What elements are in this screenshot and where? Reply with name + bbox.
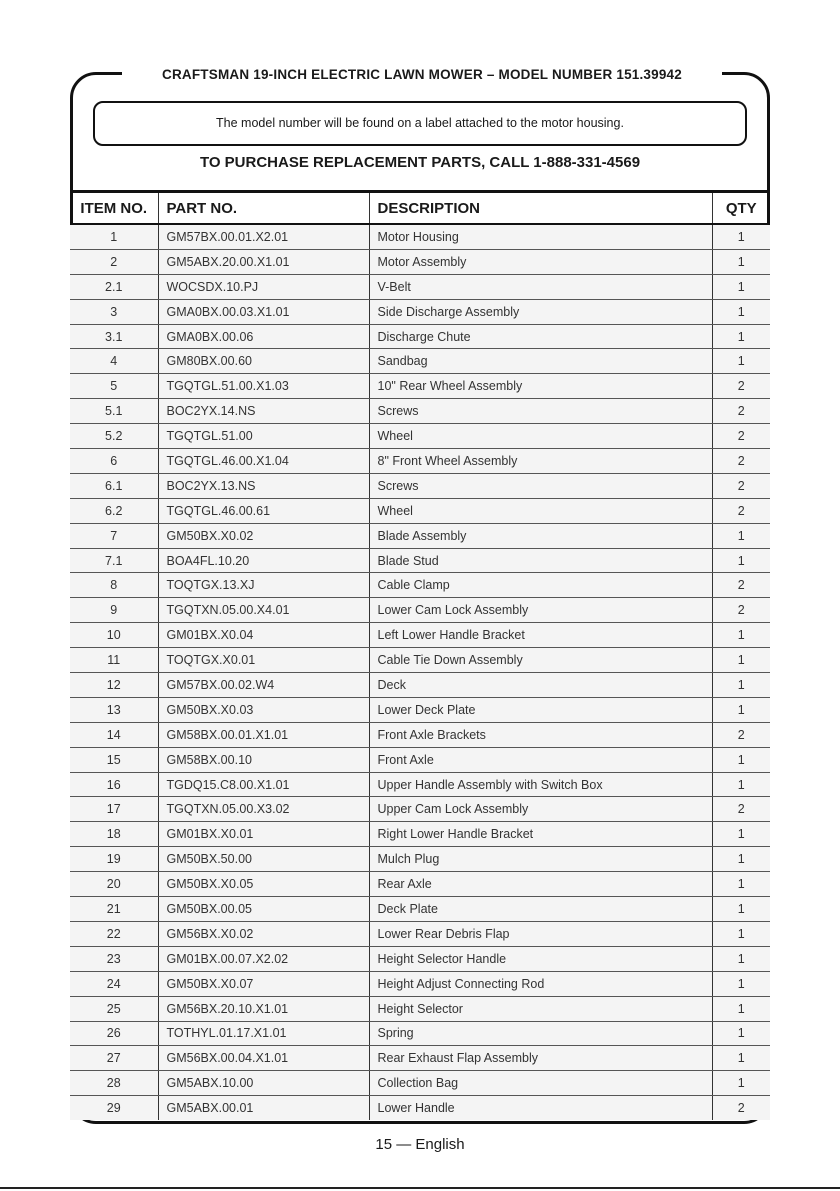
qty-cell: 1 (712, 697, 770, 722)
item-no-cell: 13 (70, 697, 158, 722)
qty-cell: 2 (712, 1096, 770, 1120)
part-no-cell: BOC2YX.13.NS (158, 473, 369, 498)
item-no-cell: 21 (70, 897, 158, 922)
table-row (70, 399, 770, 424)
column-header-part-no: PART NO. (158, 192, 369, 225)
parts-table (70, 190, 770, 1120)
table-row (70, 648, 770, 673)
column-header-qty: QTY (712, 192, 770, 225)
item-no-cell: 17 (70, 797, 158, 822)
item-no-cell: 24 (70, 971, 158, 996)
table-row (70, 697, 770, 722)
qty-cell: 2 (712, 473, 770, 498)
part-no-cell: GM50BX.00.05 (158, 897, 369, 922)
description-cell: Front Axle Brackets (369, 722, 712, 747)
qty-cell: 1 (712, 224, 770, 249)
item-no-cell: 5 (70, 374, 158, 399)
part-no-cell: BOC2YX.14.NS (158, 399, 369, 424)
qty-cell: 2 (712, 498, 770, 523)
qty-cell: 2 (712, 573, 770, 598)
description-cell: Lower Handle (369, 1096, 712, 1120)
description-cell: 10" Rear Wheel Assembly (369, 374, 712, 399)
table-row (70, 548, 770, 573)
part-no-cell: GM56BX.X0.02 (158, 921, 369, 946)
qty-cell: 1 (712, 548, 770, 573)
item-no-cell: 23 (70, 946, 158, 971)
table-row (70, 274, 770, 299)
description-cell: Blade Assembly (369, 523, 712, 548)
description-cell: Lower Rear Debris Flap (369, 921, 712, 946)
qty-cell: 2 (712, 424, 770, 449)
description-cell: Mulch Plug (369, 847, 712, 872)
part-no-cell: TGQTGL.46.00.61 (158, 498, 369, 523)
qty-cell: 1 (712, 324, 770, 349)
qty-cell: 2 (712, 449, 770, 474)
qty-cell: 2 (712, 399, 770, 424)
part-no-cell: GM56BX.00.04.X1.01 (158, 1046, 369, 1071)
qty-cell: 1 (712, 523, 770, 548)
item-no-cell: 16 (70, 772, 158, 797)
table-row (70, 424, 770, 449)
qty-cell: 1 (712, 349, 770, 374)
description-cell: Screws (369, 399, 712, 424)
table-row (70, 1071, 770, 1096)
item-no-cell: 2 (70, 249, 158, 274)
table-row (70, 996, 770, 1021)
item-no-cell: 3 (70, 299, 158, 324)
qty-cell: 1 (712, 897, 770, 922)
part-no-cell: GM56BX.20.10.X1.01 (158, 996, 369, 1021)
description-cell: Wheel (369, 498, 712, 523)
description-cell: Upper Cam Lock Assembly (369, 797, 712, 822)
item-no-cell: 7.1 (70, 548, 158, 573)
table-row (70, 374, 770, 399)
description-cell: Sandbag (369, 349, 712, 374)
description-cell: Rear Axle (369, 872, 712, 897)
item-no-cell: 5.1 (70, 399, 158, 424)
description-cell: Right Lower Handle Bracket (369, 822, 712, 847)
item-no-cell: 2.1 (70, 274, 158, 299)
item-no-cell: 11 (70, 648, 158, 673)
item-no-cell: 10 (70, 623, 158, 648)
qty-cell: 1 (712, 772, 770, 797)
description-cell: Height Selector Handle (369, 946, 712, 971)
column-header-description: DESCRIPTION (369, 192, 712, 225)
qty-cell: 1 (712, 249, 770, 274)
qty-cell: 1 (712, 747, 770, 772)
item-no-cell: 12 (70, 673, 158, 698)
part-no-cell: TOQTGX.13.XJ (158, 573, 369, 598)
qty-cell: 2 (712, 797, 770, 822)
part-no-cell: TOTHYL.01.17.X1.01 (158, 1021, 369, 1046)
table-row (70, 921, 770, 946)
qty-cell: 1 (712, 971, 770, 996)
item-no-cell: 5.2 (70, 424, 158, 449)
description-cell: Screws (369, 473, 712, 498)
table-row (70, 1021, 770, 1046)
qty-cell: 1 (712, 847, 770, 872)
table-row (70, 324, 770, 349)
page-footer: 15 — English (375, 1136, 465, 1153)
qty-cell: 2 (712, 722, 770, 747)
item-no-cell: 9 (70, 598, 158, 623)
qty-cell: 2 (712, 598, 770, 623)
table-row (70, 573, 770, 598)
part-no-cell: GM01BX.X0.01 (158, 822, 369, 847)
table-row (70, 349, 770, 374)
description-cell: Blade Stud (369, 548, 712, 573)
qty-cell: 1 (712, 673, 770, 698)
part-no-cell: GM50BX.X0.05 (158, 872, 369, 897)
parts-table-body (70, 224, 770, 1120)
item-no-cell: 6.2 (70, 498, 158, 523)
description-cell: Lower Cam Lock Assembly (369, 598, 712, 623)
table-row (70, 722, 770, 747)
part-no-cell: GM50BX.X0.03 (158, 697, 369, 722)
table-row (70, 822, 770, 847)
qty-cell: 1 (712, 996, 770, 1021)
description-cell: Upper Handle Assembly with Switch Box (369, 772, 712, 797)
qty-cell: 1 (712, 648, 770, 673)
item-no-cell: 4 (70, 349, 158, 374)
item-no-cell: 27 (70, 1046, 158, 1071)
table-row (70, 971, 770, 996)
part-no-cell: TGDQ15.C8.00.X1.01 (158, 772, 369, 797)
bottom-rule (0, 1187, 840, 1189)
table-row (70, 473, 770, 498)
table-row (70, 249, 770, 274)
qty-cell: 1 (712, 872, 770, 897)
description-cell: Height Selector (369, 996, 712, 1021)
item-no-cell: 7 (70, 523, 158, 548)
part-no-cell: GM58BX.00.01.X1.01 (158, 722, 369, 747)
table-row (70, 523, 770, 548)
item-no-cell: 15 (70, 747, 158, 772)
qty-cell: 2 (712, 374, 770, 399)
part-no-cell: GM57BX.00.02.W4 (158, 673, 369, 698)
table-row (70, 449, 770, 474)
description-cell: Spring (369, 1021, 712, 1046)
description-cell: Lower Deck Plate (369, 697, 712, 722)
description-cell: Front Axle (369, 747, 712, 772)
table-header-row (70, 192, 770, 225)
description-cell: Height Adjust Connecting Rod (369, 971, 712, 996)
table-row (70, 1046, 770, 1071)
description-cell: Cable Clamp (369, 573, 712, 598)
part-no-cell: TGQTXN.05.00.X3.02 (158, 797, 369, 822)
description-cell: Deck Plate (369, 897, 712, 922)
table-row (70, 1096, 770, 1120)
part-no-cell: TOQTGX.X0.01 (158, 648, 369, 673)
description-cell: Rear Exhaust Flap Assembly (369, 1046, 712, 1071)
description-cell: Deck (369, 673, 712, 698)
qty-cell: 1 (712, 1021, 770, 1046)
part-no-cell: GMA0BX.00.03.X1.01 (158, 299, 369, 324)
description-cell: Cable Tie Down Assembly (369, 648, 712, 673)
part-no-cell: TGQTGL.46.00.X1.04 (158, 449, 369, 474)
description-cell: Side Discharge Assembly (369, 299, 712, 324)
description-cell: Discharge Chute (369, 324, 712, 349)
description-cell: Motor Assembly (369, 249, 712, 274)
item-no-cell: 19 (70, 847, 158, 872)
item-no-cell: 3.1 (70, 324, 158, 349)
part-no-cell: WOCSDX.10.PJ (158, 274, 369, 299)
qty-cell: 1 (712, 623, 770, 648)
table-row (70, 498, 770, 523)
qty-cell: 1 (712, 274, 770, 299)
part-no-cell: GM5ABX.10.00 (158, 1071, 369, 1096)
table-row (70, 872, 770, 897)
description-cell: 8" Front Wheel Assembly (369, 449, 712, 474)
part-no-cell: GM01BX.X0.04 (158, 623, 369, 648)
model-number-note: The model number will be found on a label attached to the motor housing. (93, 101, 747, 146)
table-row (70, 598, 770, 623)
table-row (70, 797, 770, 822)
qty-cell: 1 (712, 822, 770, 847)
item-no-cell: 8 (70, 573, 158, 598)
description-cell: V-Belt (369, 274, 712, 299)
column-header-item-no: ITEM NO. (70, 192, 158, 225)
part-no-cell: GMA0BX.00.06 (158, 324, 369, 349)
item-no-cell: 6.1 (70, 473, 158, 498)
description-cell: Left Lower Handle Bracket (369, 623, 712, 648)
table-row (70, 299, 770, 324)
item-no-cell: 25 (70, 996, 158, 1021)
part-no-cell: GM5ABX.20.00.X1.01 (158, 249, 369, 274)
table-row (70, 224, 770, 249)
item-no-cell: 18 (70, 822, 158, 847)
item-no-cell: 26 (70, 1021, 158, 1046)
table-row (70, 946, 770, 971)
item-no-cell: 14 (70, 722, 158, 747)
part-no-cell: GM5ABX.00.01 (158, 1096, 369, 1120)
table-row (70, 747, 770, 772)
part-no-cell: GM01BX.00.07.X2.02 (158, 946, 369, 971)
qty-cell: 1 (712, 299, 770, 324)
part-no-cell: TGQTXN.05.00.X4.01 (158, 598, 369, 623)
item-no-cell: 29 (70, 1096, 158, 1120)
item-no-cell: 28 (70, 1071, 158, 1096)
item-no-cell: 22 (70, 921, 158, 946)
qty-cell: 1 (712, 946, 770, 971)
table-row (70, 772, 770, 797)
table-row (70, 623, 770, 648)
part-no-cell: GM50BX.X0.02 (158, 523, 369, 548)
part-no-cell: GM57BX.00.01.X2.01 (158, 224, 369, 249)
table-row (70, 897, 770, 922)
purchase-phone-notice: TO PURCHASE REPLACEMENT PARTS, CALL 1-888-331-4569 (199, 154, 641, 171)
qty-cell: 1 (712, 921, 770, 946)
table-row (70, 673, 770, 698)
qty-cell: 1 (712, 1046, 770, 1071)
item-no-cell: 20 (70, 872, 158, 897)
part-no-cell: BOA4FL.10.20 (158, 548, 369, 573)
description-cell: Collection Bag (369, 1071, 712, 1096)
description-cell: Wheel (369, 424, 712, 449)
item-no-cell: 1 (70, 224, 158, 249)
part-no-cell: TGQTGL.51.00 (158, 424, 369, 449)
part-no-cell: GM58BX.00.10 (158, 747, 369, 772)
part-no-cell: GM50BX.50.00 (158, 847, 369, 872)
description-cell: Motor Housing (369, 224, 712, 249)
part-no-cell: TGQTGL.51.00.X1.03 (158, 374, 369, 399)
qty-cell: 1 (712, 1071, 770, 1096)
document-title: CRAFTSMAN 19-INCH ELECTRIC LAWN MOWER – MODEL NUMBER 151.39942 (122, 65, 722, 85)
item-no-cell: 6 (70, 449, 158, 474)
table-row (70, 847, 770, 872)
part-no-cell: GM80BX.00.60 (158, 349, 369, 374)
part-no-cell: GM50BX.X0.07 (158, 971, 369, 996)
